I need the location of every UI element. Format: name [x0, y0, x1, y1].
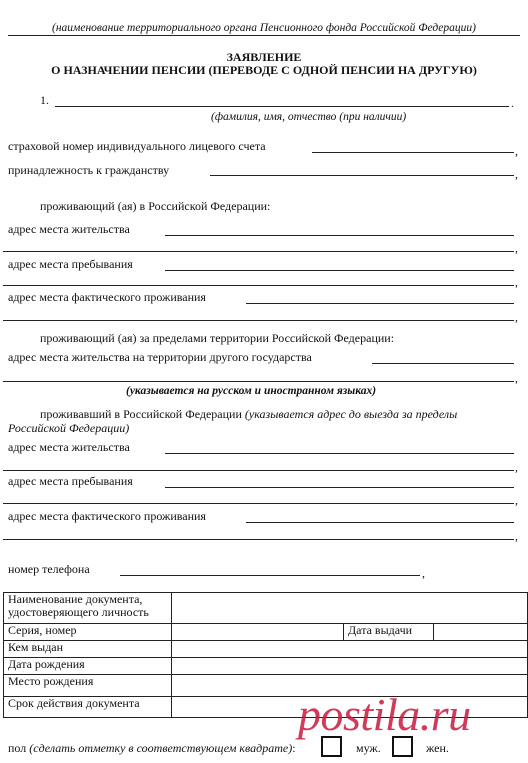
- former-residence-field[interactable]: [165, 453, 514, 454]
- snils-field[interactable]: [312, 152, 514, 153]
- former-residence-field-2[interactable]: [3, 470, 514, 471]
- document-title: ЗАЯВЛЕНИЕ: [226, 50, 302, 64]
- rf-actual-label: адрес места фактического проживания: [8, 290, 206, 304]
- validity-label: Срок действия документа: [4, 697, 172, 718]
- rf-residence-field-2[interactable]: [3, 251, 514, 252]
- birth-place-label: Место рождения: [4, 675, 172, 697]
- document-subtitle: О НАЗНАЧЕНИИ ПЕНСИИ (ПЕРЕВОДЕ С ОДНОЙ ПЕНСИИ НА ДРУГУЮ): [51, 63, 477, 77]
- rf-stay-label: адрес места пребывания: [8, 257, 133, 271]
- issue-date-cell[interactable]: [434, 624, 528, 641]
- rf-stay-field-2[interactable]: [3, 285, 514, 286]
- series-number-cell[interactable]: [172, 624, 344, 641]
- abroad-section-heading: проживающий (ая) за пределами территории Российской Федерации:: [40, 331, 395, 345]
- former-actual-field[interactable]: [246, 522, 514, 523]
- gender-row: пол (сделать отметку в соответствующем квадрате):: [8, 741, 296, 755]
- rf-residence-field[interactable]: [165, 235, 514, 236]
- issue-date-label: Дата выдачи: [344, 624, 434, 641]
- postila-watermark-logo: postila.ru: [298, 689, 471, 740]
- former-residence-label: адрес места жительства: [8, 440, 130, 454]
- phone-field[interactable]: [120, 575, 420, 576]
- rf-actual-field-2[interactable]: [3, 320, 514, 321]
- former-actual-label: адрес места фактического проживания: [8, 509, 206, 523]
- female-label: жен.: [426, 741, 449, 755]
- series-number-label: Серия, номер: [4, 624, 172, 641]
- rf-residence-label: адрес места жительства: [8, 222, 130, 236]
- citizenship-field[interactable]: [210, 175, 514, 176]
- issued-by-label: Кем выдан: [4, 641, 172, 658]
- org-line: [8, 35, 520, 36]
- rf-section-heading: проживающий (ая) в Российской Федерации:: [40, 199, 271, 213]
- former-section-note: Российской Федерации): [8, 421, 130, 435]
- doc-name-cell[interactable]: [172, 593, 528, 624]
- citizenship-label: принадлежность к гражданству: [8, 163, 170, 177]
- former-stay-label: адрес места пребывания: [8, 474, 133, 488]
- birth-date-cell[interactable]: [172, 658, 528, 675]
- org-caption: (наименование территориального органа Пенсионного фонда Российской Федерации): [52, 22, 476, 34]
- former-actual-field-2[interactable]: [3, 539, 514, 540]
- language-note: (указывается на русском и иностранном языках): [126, 385, 377, 397]
- former-stay-field[interactable]: [165, 487, 514, 488]
- foreign-residence-label: адрес места жительства на территории другого государства: [8, 350, 312, 364]
- issued-by-cell[interactable]: [172, 641, 528, 658]
- foreign-residence-field-2[interactable]: [3, 381, 514, 382]
- foreign-residence-field[interactable]: [372, 363, 514, 364]
- fullname-field[interactable]: [55, 106, 509, 107]
- fullname-caption: (фамилия, имя, отчество (при наличии): [211, 111, 407, 123]
- phone-label: номер телефона: [8, 562, 90, 576]
- item-number: 1.: [40, 93, 49, 107]
- male-label: муж.: [356, 741, 381, 755]
- rf-actual-field[interactable]: [246, 303, 514, 304]
- former-stay-field-2[interactable]: [3, 503, 514, 504]
- rf-stay-field[interactable]: [165, 270, 514, 271]
- snils-label: страховой номер индивидуального лицевого счета: [8, 139, 266, 153]
- birth-date-label: Дата рождения: [4, 658, 172, 675]
- doc-name-label: Наименование документа, удостоверяющего личность: [4, 593, 172, 624]
- former-section-heading: проживавший в Российской Федерации (указывается адрес до выезда за пределы: [40, 407, 458, 421]
